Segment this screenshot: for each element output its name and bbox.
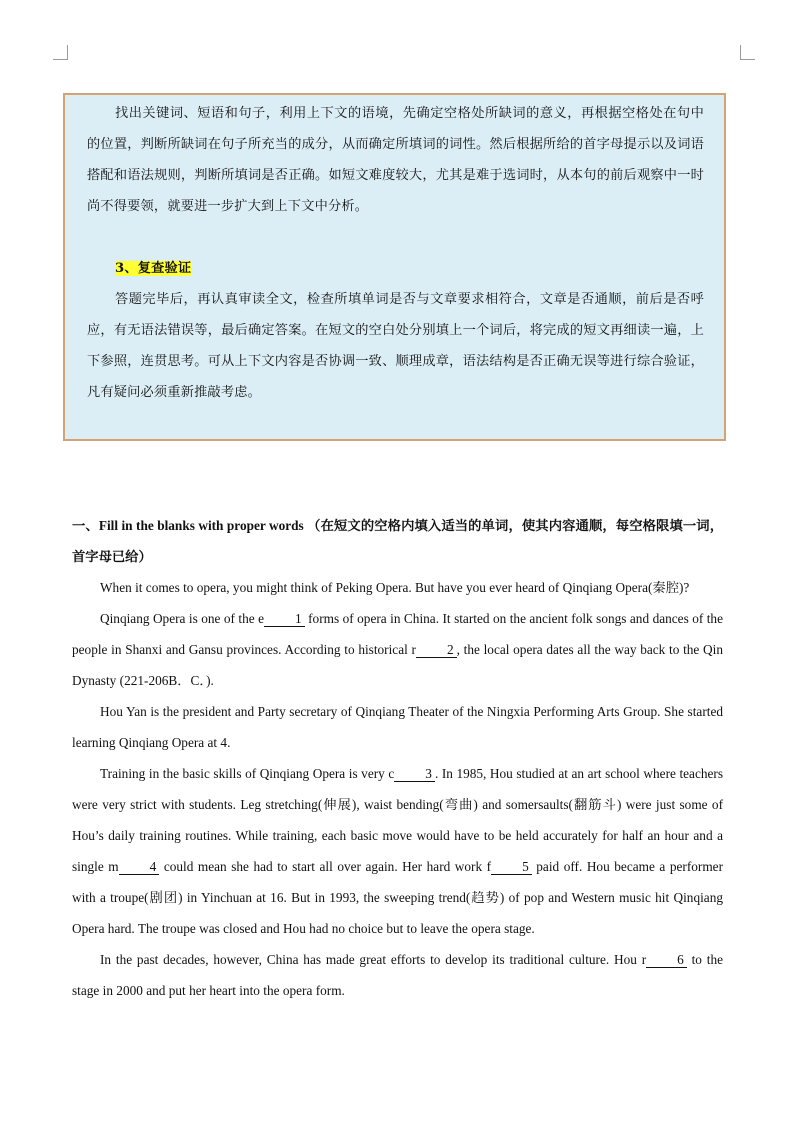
exercise-title: 一、Fill in the blanks with proper words （在短文的空格内填入适当的单词，使其内容通顺，每空格限填一词，首字母已给） [72, 518, 723, 564]
exercise-paragraph-5: In the past decades, however, China has made great efforts to develop its traditional culture. Hou r 6 to the stage in 2000 and put her heart into the opera form. [72, 952, 723, 998]
crop-mark-top-right [740, 45, 755, 60]
section-title [87, 253, 704, 284]
exercise-paragraph-4: Training in the basic skills of Qinqiang Opera is very c 3 . In 1985, Hou studied at an art school where teachers were very strict with students. Leg stretching(伸展), waist bending(弯曲) and somersaults(翻筋斗) were just some of Hou’s daily training routines. While training, each basic move would have to be held accurately for half an hour and a single m 4 could mean she had to start all over again. Her hard work f 5 paid off. Hou became a performer with a troupe(剧团) in Yinchuan at 16. But in 1993, the sweeping trend(趋势) of pop and Western music hit Qinqiang Opera hard. The troupe was closed and Hou had no choice but to leave the opera stage. [72, 766, 724, 936]
exercise-section [72, 510, 723, 1006]
blank-2[interactable]: 2 [416, 642, 457, 658]
blank-5[interactable]: 5 [491, 859, 532, 875]
exercise-paragraph-2: Qinqiang Opera is one of the e 1 forms of opera in China. It started on the ancient folk songs and dances of the people in Shanxi and Gansu provinces. According to historical r 2 , the local opera dates all the way back to the Qin Dynasty (221-206B．C．). [72, 611, 723, 688]
exercise-paragraph-1: When it comes to opera, you might think of Peking Opera. But have you ever heard of Qinqiang Opera(秦腔)? [100, 580, 690, 595]
crop-mark-top-left [53, 45, 68, 60]
blank-6[interactable]: 6 [646, 952, 687, 968]
tip-paragraph-2: 答题完毕后，再认真审读全文，检查所填单词是否与文章要求相符合，文章是否通顺，前后是否呼应，有无语法错误等，最后确定答案。在短文的空白处分别填上一个词后，将完成的短文再细读一遍，上下参照，连贯思考。可从上下文内容是否协调一致、顺理成章，语法结构是否正确无误等进行综合验证，凡有疑问必须重新推敲考虑。 [87, 292, 704, 400]
section-title-text: 3、复查验证 [115, 261, 192, 276]
blank-4[interactable]: 4 [119, 859, 160, 875]
blank-1[interactable]: 1 [264, 611, 305, 627]
blank-3[interactable]: 3 [394, 766, 435, 782]
tip-box [63, 93, 726, 441]
exercise-paragraph-3: Hou Yan is the president and Party secretary of Qinqiang Theater of the Ningxia Performing Arts Group. She started learning Qinqiang Opera at 4. [72, 704, 723, 750]
tip-paragraph-1: 找出关键词、短语和句子，利用上下文的语境，先确定空格处所缺词的意义，再根据空格处在句中的位置，判断所缺词在句子所充当的成分，从而确定所填词的词性。然后根据所给的首字母提示以及词语搭配和语法规则，判断所填词是否正确。如短文难度较大，尤其是难于选词时，从本句的前后观察中一时尚不得要领，就要进一步扩大到上下文中分析。 [87, 106, 704, 214]
